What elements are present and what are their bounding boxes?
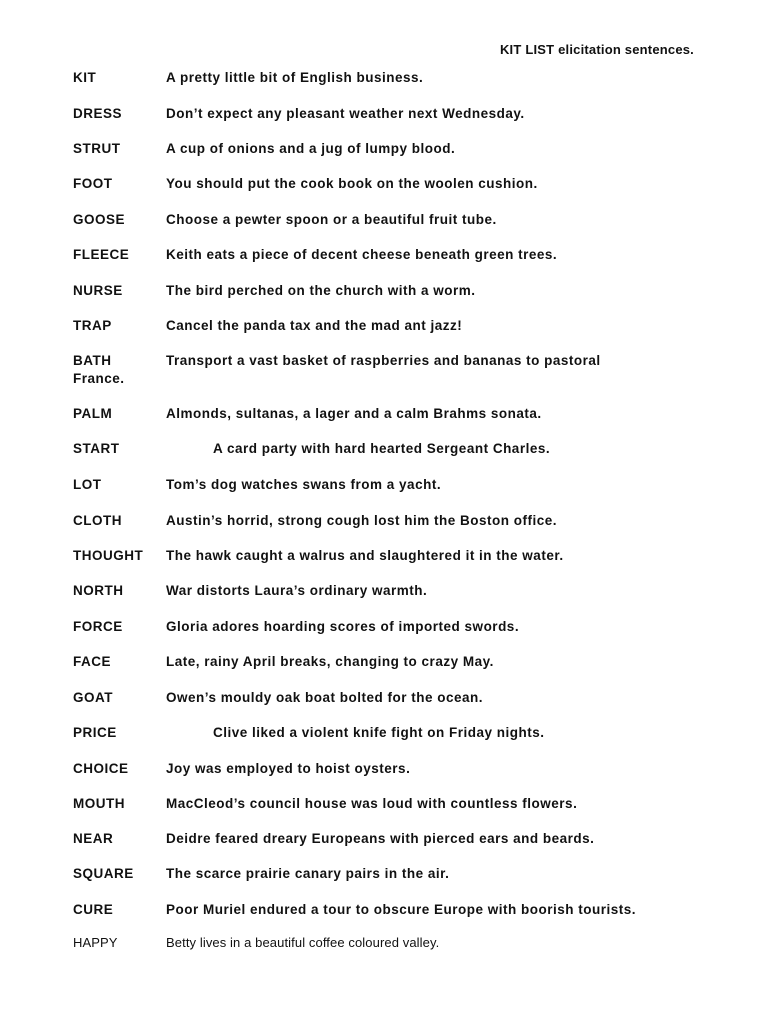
keyword: LOT <box>73 477 102 492</box>
sentence: Gloria adores hoarding scores of imported swords. <box>166 619 520 634</box>
sentence: You should put the cook book on the woolen cushion. <box>166 176 538 191</box>
keyword: FOOT <box>73 176 113 191</box>
sentence: A pretty little bit of English business. <box>166 70 424 85</box>
keyword: NURSE <box>73 283 123 298</box>
keyword: GOAT <box>73 690 113 705</box>
keyword: PRICE <box>73 725 117 740</box>
sentence: Joy was employed to hoist oysters. <box>166 761 411 776</box>
sentence: Don’t expect any pleasant weather next Wednesday. <box>166 106 525 121</box>
page-title: KIT LIST elicitation sentences. <box>499 42 694 57</box>
keyword: NEAR <box>73 831 114 846</box>
keyword: TRAP <box>73 318 112 333</box>
keyword: FLEECE <box>73 247 130 262</box>
sentence: A cup of onions and a jug of lumpy blood. <box>166 141 456 156</box>
sentence: Late, rainy April breaks, changing to crazy May. <box>166 654 494 669</box>
keyword: START <box>73 441 120 456</box>
sentence: Austin’s horrid, strong cough lost him the Boston office. <box>166 513 557 528</box>
keyword: CURE <box>73 902 114 917</box>
keyword: SQUARE <box>73 866 134 881</box>
keyword: PALM <box>73 406 113 421</box>
keyword: HAPPY <box>73 935 118 950</box>
sentence: MacCleod’s council house was loud with countless flowers. <box>166 796 578 811</box>
keyword: KIT <box>73 70 97 85</box>
sentence: Almonds, sultanas, a lager and a calm Brahms sonata. <box>166 406 542 421</box>
keyword: BATH <box>73 353 112 368</box>
keyword: GOOSE <box>73 212 126 227</box>
sentence: War distorts Laura’s ordinary warmth. <box>166 583 428 598</box>
keyword: NORTH <box>73 583 124 598</box>
sentence: The bird perched on the church with a worm. <box>166 283 476 298</box>
keyword: DRESS <box>73 106 123 121</box>
sentence: The scarce prairie canary pairs in the air. <box>166 866 450 881</box>
sentence: A card party with hard hearted Sergeant Charles. <box>213 441 551 456</box>
sentence: Poor Muriel endured a tour to obscure Europe with boorish tourists. <box>166 902 637 917</box>
sentence: Owen’s mouldy oak boat bolted for the ocean. <box>166 690 484 705</box>
sentence: Betty lives in a beautiful coffee coloured valley. <box>166 935 440 950</box>
sentence: Deidre feared dreary Europeans with pierced ears and beards. <box>166 831 595 846</box>
keyword: CLOTH <box>73 513 122 528</box>
sentence: The hawk caught a walrus and slaughtered it in the water. <box>166 548 564 563</box>
sentence-continuation: France. <box>73 371 125 386</box>
keyword: STRUT <box>73 141 121 156</box>
keyword: CHOICE <box>73 761 129 776</box>
keyword: MOUTH <box>73 796 125 811</box>
sentence: Choose a pewter spoon or a beautiful fruit tube. <box>166 212 497 227</box>
sentence: Keith eats a piece of decent cheese beneath green trees. <box>166 247 558 262</box>
keyword: THOUGHT <box>73 548 144 563</box>
sentence: Tom’s dog watches swans from a yacht. <box>166 477 442 492</box>
sentence: Transport a vast basket of raspberries and bananas to pastoral <box>166 353 601 368</box>
sentence: Cancel the panda tax and the mad ant jazz! <box>166 318 463 333</box>
sentence: Clive liked a violent knife fight on Friday nights. <box>213 725 545 740</box>
keyword: FORCE <box>73 619 123 634</box>
keyword: FACE <box>73 654 112 669</box>
